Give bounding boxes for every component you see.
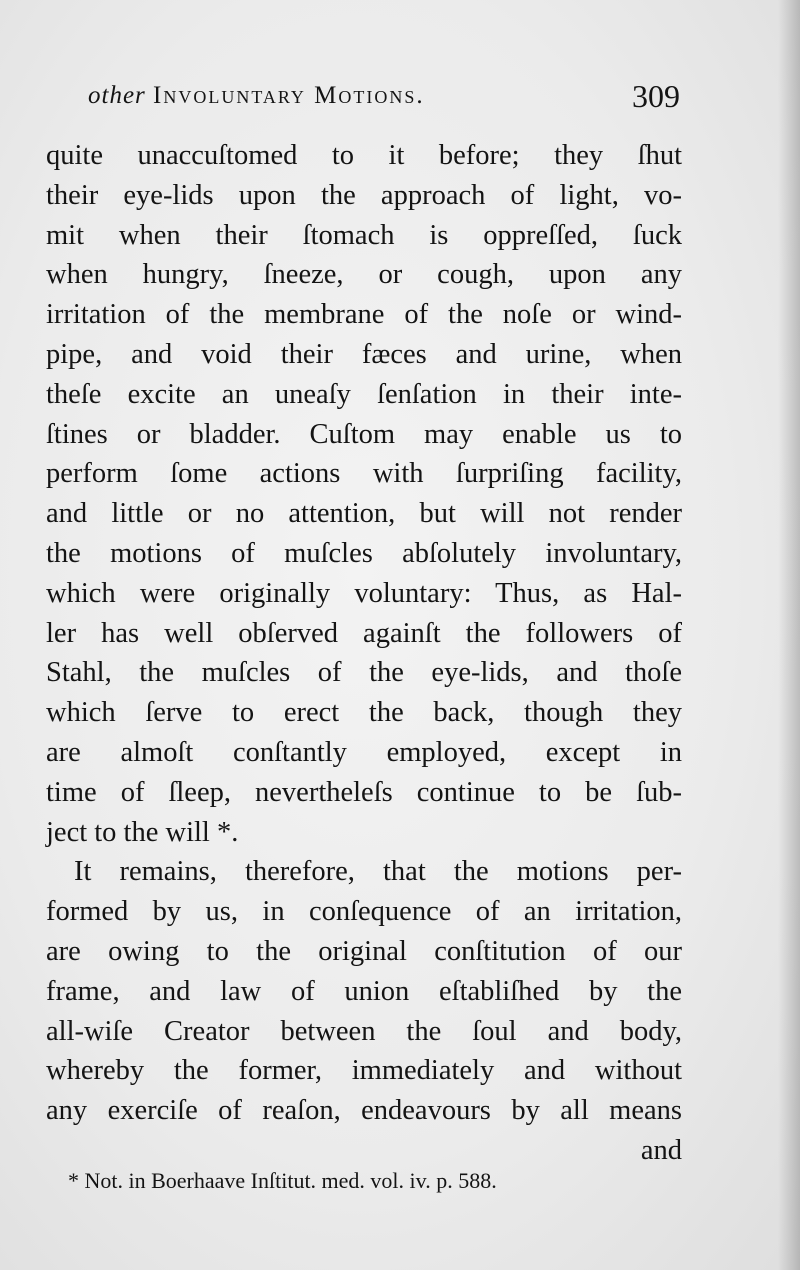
text-line: are almoſt conſtantly employed, except in	[46, 736, 682, 768]
text-line: are owing to the original conſtitution of our	[46, 935, 682, 967]
text-line: frame, and law of union eſtabliſhed by the	[46, 975, 682, 1007]
text-line: pipe, and void their fæces and urine, when	[46, 338, 682, 370]
text-line: which were originally voluntary: Thus, as Hal-	[46, 577, 682, 609]
text-line: ject to the will *.	[46, 816, 239, 848]
text-line: when hungry, ſneeze, or cough, upon any	[46, 259, 682, 291]
running-head-title: Involuntary Motions.	[153, 82, 425, 109]
text-line: ſtines or bladder. Cuſtom may enable us to	[46, 418, 682, 450]
body-text	[46, 136, 682, 1171]
text-line: any exerciſe of reaſon, endeavours by all means	[46, 1095, 682, 1127]
text-line: the motions of muſcles abſolutely involuntary,	[46, 537, 682, 569]
catchword: and	[640, 1134, 682, 1166]
text-line: perform ſome actions with ſurpriſing facility,	[46, 458, 682, 490]
text-line: time of ſleep, nevertheleſs continue to be ſub-	[46, 776, 682, 808]
text-line: irritation of the membrane of the noſe or wind-	[46, 299, 682, 331]
text-line: quite unaccuſtomed to it before; they ſhut	[46, 140, 682, 171]
text-line: mit when their ſtomach is oppreſſed, ſuck	[46, 219, 682, 251]
text-line: all-wiſe Creator between the ſoul and body,	[46, 1015, 682, 1047]
text-line: Stahl, the muſcles of the eye-lids, and thoſe	[46, 657, 682, 689]
text-line: which ſerve to erect the back, though they	[46, 697, 682, 729]
text-line: whereby the former, immediately and without	[46, 1055, 682, 1087]
page-number: 309	[632, 78, 680, 114]
text-line: their eye-lids upon the approach of light, vo-	[46, 179, 682, 211]
footnote: * Not. in Boerhaave Inſtitut. med. vol. iv. p. 588.	[68, 1168, 497, 1193]
text-line: and little or no attention, but will not render	[46, 498, 682, 530]
page-header	[88, 78, 688, 118]
running-head	[88, 82, 425, 110]
text-line: formed by us, in conſequence of an irritation,	[46, 896, 682, 928]
page-edge-shadow	[778, 0, 800, 1270]
text-line: theſe excite an uneaſy ſenſation in their inte-	[46, 378, 682, 410]
text-line: ler has well obſerved againſt the followers of	[46, 617, 682, 649]
running-head-italic: other	[88, 82, 146, 109]
paragraph-start-line: It remains, therefore, that the motions per-	[74, 856, 682, 888]
